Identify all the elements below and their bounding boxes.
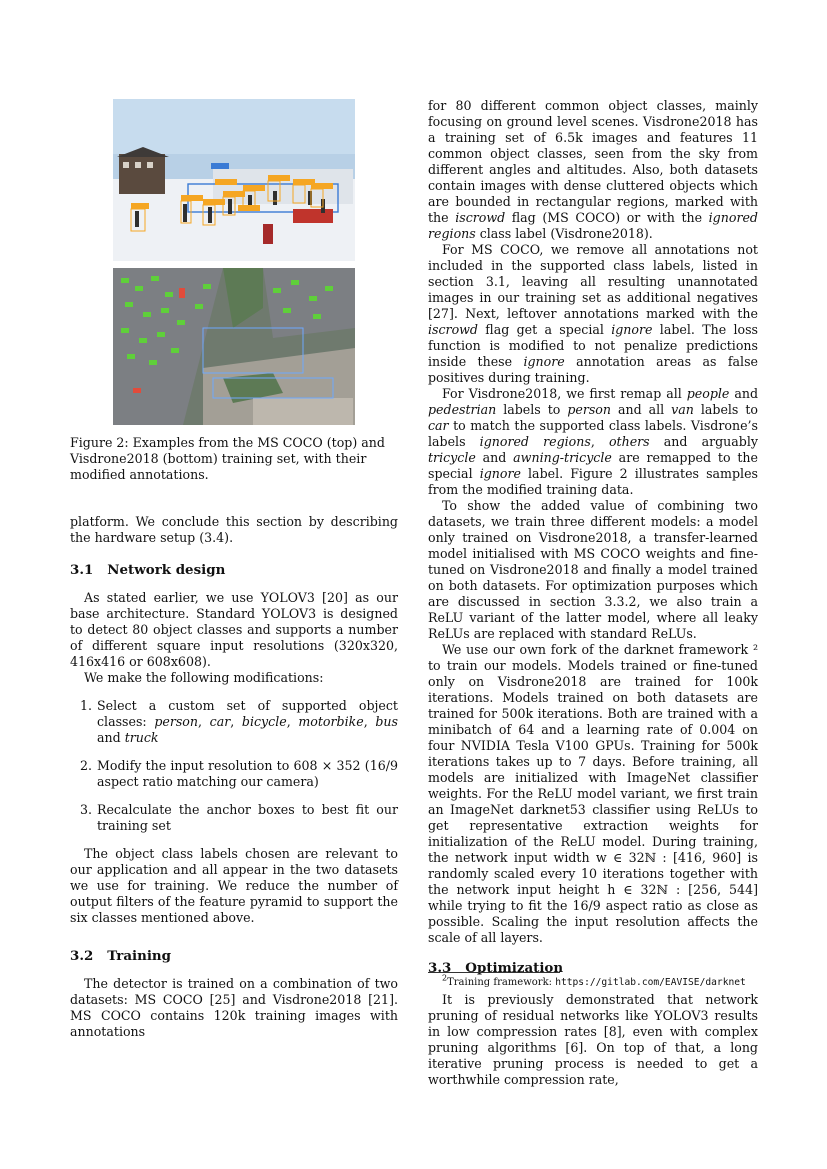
left-paragraph-0: platform. We conclude this section by describing the hardware setup (3.4). [70, 514, 398, 545]
list-item: 3. Recalculate the anchor boxes to best fit our training set [80, 802, 398, 833]
section-3-2-heading: 3.2 Training [70, 948, 172, 964]
left-column [70, 514, 398, 1040]
figure-bottom-image [113, 268, 355, 425]
left-paragraph-4: The detector is trained on a combination of two datasets: MS COCO [25] and Visdrone2018 [21]. MS COCO contains 120k training images with annotations [70, 976, 398, 1039]
left-paragraph-1: As stated earlier, we use YOLOV3 [20] as our base architecture. Standard YOLOV3 is designed to detect 80 object classes and supports a number of different square input resolutions (320x320, 416x416 or 608x608). [70, 590, 398, 669]
footnote-url[interactable]: https://gitlab.com/EAVISE/darknet [555, 977, 746, 988]
figure-caption: Figure 2: Examples from the MS COCO (top) and Visdrone2018 (bottom) training set, with their modified annotations. [70, 435, 385, 482]
list-item: 2. Modify the input resolution to 608 × 352 (16/9 aspect ratio matching our camera) [80, 758, 398, 789]
right-paragraph-1: for 80 different common object classes, mainly focusing on ground level scenes. Visdrone2018 has a training set of 6.5k images and features 11 common object classes, seen from the sky from different angles and altitudes. Also, both datasets contain images with dense cluttered objects which are bounded in rectangular regions, marked with the iscrowd flag (MS COCO) or with the ignored regions class label (Visdrone2018). [428, 98, 758, 241]
footnote-rule [428, 972, 560, 973]
list-item: 1. Select a custom set of supported object classes: person, car, bicycle, motorbike, bus and truck [80, 698, 398, 745]
modifications-list [70, 698, 398, 834]
left-paragraph-2: We make the following modifications: [84, 670, 324, 685]
left-paragraph-3: The object class labels chosen are relevant to our application and all appear in the two datasets we use for training. We reduce the number of output filters of the feature pyramid to support the six classes mentioned above. [70, 846, 398, 925]
right-paragraph-2: For MS COCO, we remove all annotations not included in the supported class labels, listed in section 3.1, leaving all resulting unannotated images in our training set as additional negatives [27]. Next, leftover annotations marked with the iscrowd flag get a special ignore label. The loss function is modified to not penalize predictions inside these ignore annotation areas as false positives during training. [428, 242, 759, 385]
figure-top-image [113, 99, 355, 261]
right-paragraph-5: We use our own fork of the darknet framework ² to train our models. Models trained or fine-tuned only on Visdrone2018 are trained for 100k iterations. Models trained on both datasets are trained for 500k iterations. Both are trained with a minibatch of 64 and a learning rate of 0.004 on four NVIDIA Tesla V100 GPUs. Training for 500k iterations takes up to 7 days. Before training, all models are initialized with ImageNet classifier weights. For the ReLU model variant, we first train an ImageNet darknet53 classifier using ReLUs to get representative extraction weights for initialization of the ReLU model. During training, the network input width w ∈ 32ℕ : [416, 960] is randomly scaled every 10 iterations together with the network input height h ∈ 32ℕ : [256, 544] while trying to fit the 16/9 aspect ratio as close as possible. Scaling the input resolution affects the scale of all layers. [428, 642, 758, 945]
footnote: $^2$Training framework: https://gitlab.com/EAVISE/darknet [442, 973, 746, 988]
right-column [428, 98, 758, 1088]
right-paragraph-6: It is previously demonstrated that network pruning of residual networks like YOLOV3 results in low compression rates [8], even with complex pruning algorithms [6]. On top of that, a long iterative pruning process is needed to get a worthwhile compression rate, [428, 992, 758, 1087]
right-paragraph-3: For Visdrone2018, we first remap all people and pedestrian labels to person and all van labels to car to match the supported class labels. Visdrone’s labels ignored regions, others and arguably tricycle and awning-tricycle are remapped to the special ignore label. Figure 2 illustrates samples from the modified training data. [428, 386, 759, 497]
right-paragraph-4: To show the added value of combining two datasets, we train three different models: a model only trained on Visdrone2018, a transfer-learned model initialised with MS COCO weights and fine-tuned on Visdrone2018 and finally a model trained on both datasets. For optimization purposes which are discussed in section 3.3.2, we also train a ReLU variant of the latter model, where all leaky ReLUs are replaced with standard ReLUs. [428, 498, 758, 641]
section-3-3-heading: 3.3 Optimization [428, 960, 564, 976]
section-3-1-heading: 3.1 Network design [70, 562, 226, 578]
